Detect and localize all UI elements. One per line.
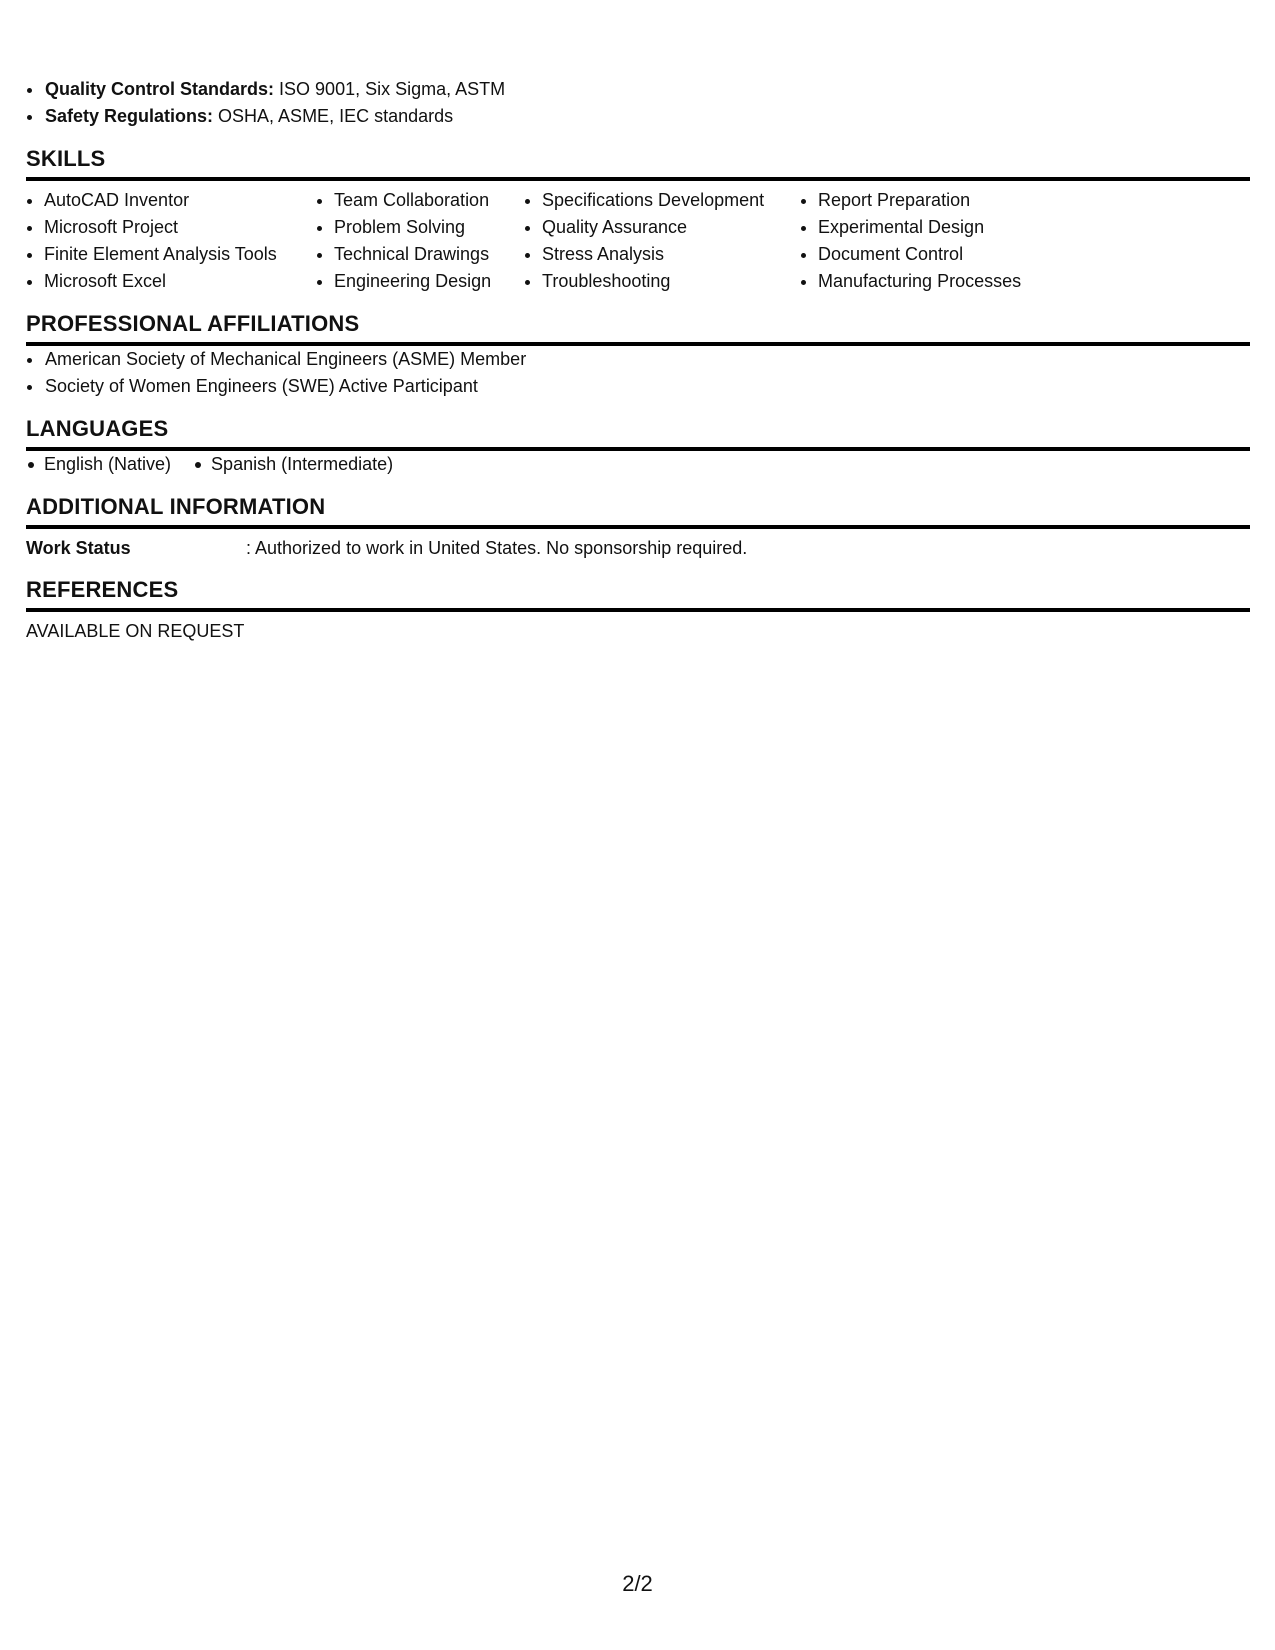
- section-title: REFERENCES: [26, 577, 1250, 612]
- skill-item: • Stress Analysis: [542, 241, 800, 268]
- list-item: [44, 103, 1250, 130]
- skill-item: • Team Collaboration: [334, 187, 524, 214]
- skill-item: • Microsoft Project: [44, 214, 316, 241]
- skill-item: • Engineering Design: [334, 268, 524, 295]
- skill-item: • Experimental Design: [818, 214, 1078, 241]
- section-title: ADDITIONAL INFORMATION: [26, 494, 1250, 529]
- section-title: PROFESSIONAL AFFILIATIONS: [26, 311, 1250, 346]
- list-item-label: Quality Control Standards:: [45, 79, 275, 99]
- skill-item: • Problem Solving: [334, 214, 524, 241]
- page-number: 2/2: [622, 1571, 653, 1596]
- skill-item: • Technical Drawings: [334, 241, 524, 268]
- additional-info-section: [26, 494, 1250, 561]
- skill-item: • Report Preparation: [818, 187, 1078, 214]
- languages-section: [26, 416, 1250, 478]
- resume-page: [26, 76, 1250, 644]
- skills-column: [800, 187, 1078, 295]
- skills-section: [26, 146, 1250, 295]
- list-item-text: OSHA, ASME, IEC standards: [213, 106, 454, 126]
- list-item-text: ISO 9001, Six Sigma, ASTM: [274, 79, 506, 99]
- affiliations-list: [26, 346, 1250, 400]
- skills-column: [524, 187, 800, 295]
- languages-list: [26, 451, 1250, 478]
- section-title: SKILLS: [26, 146, 1250, 181]
- skill-item: • Document Control: [818, 241, 1078, 268]
- standards-list: [26, 76, 1250, 130]
- affiliation-item: • Society of Women Engineers (SWE) Active Participant: [44, 373, 1250, 400]
- affiliations-section: [26, 311, 1250, 400]
- skill-item: • Troubleshooting: [542, 268, 800, 295]
- list-item: [44, 76, 1250, 103]
- skills-column: [26, 187, 316, 295]
- references-text: AVAILABLE ON REQUEST: [26, 621, 245, 641]
- work-status-label: Work Status: [26, 538, 131, 558]
- skill-item: • Specifications Development: [542, 187, 800, 214]
- skill-item: • Microsoft Excel: [44, 268, 316, 295]
- skill-item: • Finite Element Analysis Tools: [44, 241, 316, 268]
- skill-item: • Quality Assurance: [542, 214, 800, 241]
- language-item: English (Native): [26, 451, 171, 478]
- references-section: [26, 577, 1250, 644]
- skills-column: [316, 187, 524, 295]
- work-status-row: [26, 535, 1250, 561]
- affiliation-item: • American Society of Mechanical Engineers (ASME) Member: [44, 346, 1250, 373]
- work-status-value: : Authorized to work in United States. No sponsorship required.: [246, 538, 748, 558]
- skill-item: • AutoCAD Inventor: [44, 187, 316, 214]
- section-title: LANGUAGES: [26, 416, 1250, 451]
- list-item-label: Safety Regulations:: [45, 106, 214, 126]
- language-item: Spanish (Intermediate): [193, 451, 393, 478]
- skill-item: • Manufacturing Processes: [818, 268, 1078, 295]
- skills-grid: [26, 187, 1250, 295]
